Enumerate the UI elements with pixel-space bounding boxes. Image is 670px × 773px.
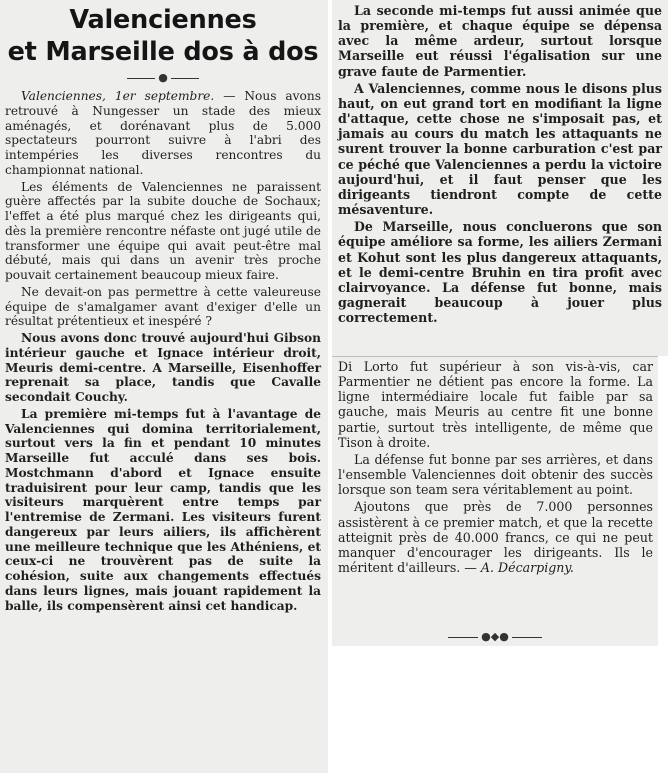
paragraph-2: Les éléments de Valenciennes ne paraissent guère affectés par la subite douche de Sochaux; l'effet a été plus marqué chez les dirigeants qui, dès la première rencontre néfaste ont jugé utile de transformer une équipe qui avait peut-être mal débuté, mais qui dans un avenir très proche pouvait certainement beaucoup mieux faire. [5,179,321,282]
headline-line-2: et Marseille dos à dos [7,37,319,67]
paragraph-5: La première mi-temps fut à l'avantage de Valenciennes qui domina territorialement, surtout vers la fin et pendant 10 minutes Marseille fut acculé dans ses bois. Mostchmann d'abord et Ignace ensuite traduisirent pour leur camp, tandis que les visiteurs marquèrent entre temps par l'entremise de Zermani. Les visiteurs furent dangereux par leurs ailiers, ils affichèrent une meilleure technique que les Athéniens, et ceux-ci ne trouvèrent pas de suite la cohésion, suite aux changements effectués dans leurs lignes, mais jouant rapidement la balle, ils compensèrent ainsi cet handicap. [5,406,321,613]
paragraph-1: Valenciennes, 1er septembre. — Nous avons retrouvé à Nungesser un stade des mieux aménagés, et dorénavant plus de 5.000 spectateurs pourront suivre à l'abri des intempéries les diverses rencontres du championnat national. [5,89,322,177]
column-right-bottom [332,356,658,646]
title-ornament: ● [5,70,321,86]
headline-line-1: Valenciennes [69,5,257,35]
column-right-top [332,0,668,356]
paragraph-8-continued: Di Lorto fut supérieur à son vis-à-vis, car Parmentier ne détient pas encore la forme. La ligne intermédiaire locale fut faible par sa gauche, mais Meuris au centre fit une bonne partie, surtout très intelligente, de même que Tison à droite. [338,359,653,450]
end-ornament: ●◆● [332,630,658,643]
headline [5,4,321,68]
dateline: Valenciennes, 1er septembre. [21,89,215,103]
paragraph-4: Nous avons donc trouvé aujourd'hui Gibson intérieur gauche et Ignace intérieur droit, Meuris demi-centre. A Marseille, Eisenhoffer reprenait sa place, tandis que Cavalle secondait Couchy. [5,331,321,404]
paragraph-9: La défense fut bonne par ses arrières, et dans l'ensemble Valenciennes doit obtenir des succès lorsque son team sera véritablement au point. [338,451,653,498]
paragraph-8: De Marseille, nous concluerons que son équipe améliore sa forme, les ailiers Zermani et Kohut sont les plus dangereux attaquants, et le demi-centre Bruhin en tira profit avec clairvoyance. La défense fut bonne, mais gagnerait beaucoup à jouer plus correctement. [338,219,662,326]
paragraph-6: La seconde mi-temps fut aussi animée que la première, et chaque équipe se dépensa avec la même ardeur, surtout lorsque Marseille eut réussi l'égalisation sur une grave faute de Parmentier. [338,3,662,79]
column-left [0,0,328,773]
paragraph-10: Ajoutons que près de 7.000 personnes assistèrent à ce premier match, et que la recette atteignit près de 40.000 francs, ce qui ne peut manquer d'encourager les dirigeants. Ils le méritent d'ailleurs. — A. Décarpigny. [338,499,653,576]
paragraph-7: A Valenciennes, comme nous le disons plus haut, on eut grand tort en modifiant la ligne d'attaque, cette chose ne s'imposait pas, et jamais au cours du match les attaquants ne surent trouver la bonne carburation c'est par ce péché que Valenciennes a perdu la victoire aujourd'hui, et il faut penser que les dirigeants tiendront compte de cette mésaventure. [338,80,662,218]
signature: A. Décarpigny. [480,560,574,576]
paragraph-3: Ne devait-on pas permettre à cette valeureuse équipe de s'amalgamer avant d'exiger d'elle un résultat prétentieux et inespéré ? [5,284,321,329]
